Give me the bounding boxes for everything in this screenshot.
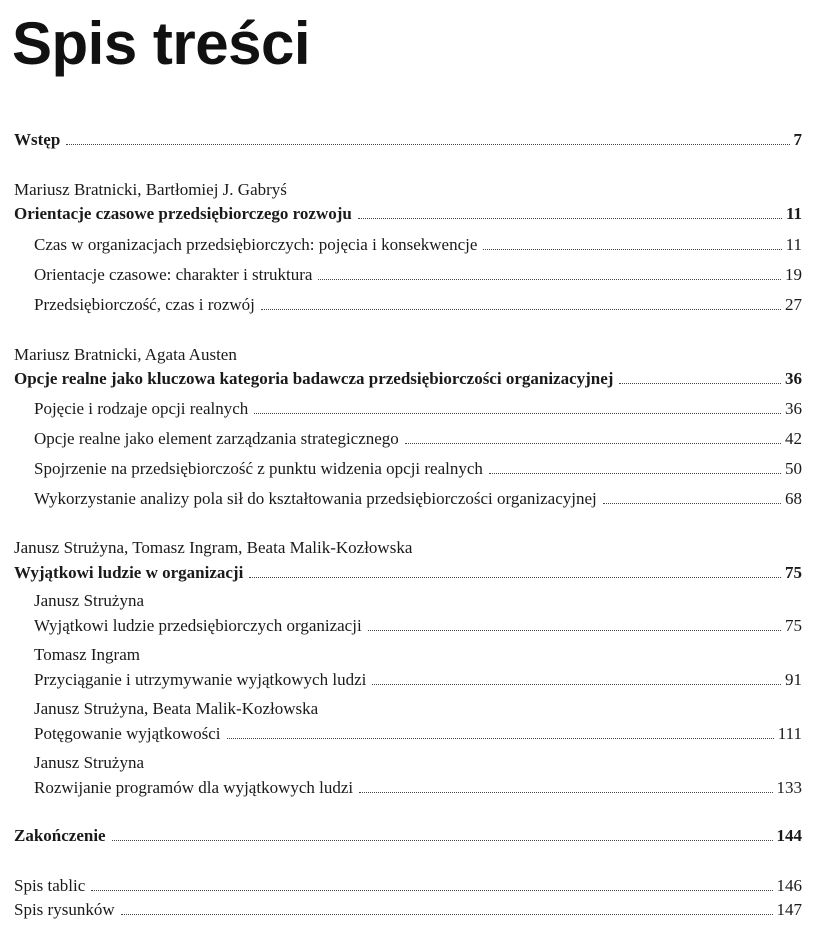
toc-page-number: 147 bbox=[776, 900, 802, 919]
toc-page-number: 36 bbox=[785, 369, 802, 388]
page-title: Spis treści bbox=[12, 10, 310, 77]
toc-entry-label: Czas w organizacjach przedsiębiorczych: pojęcia i konsekwencje bbox=[34, 235, 478, 254]
section-author: Janusz Strużyna bbox=[34, 753, 145, 772]
dot-leader bbox=[489, 472, 781, 474]
toc-page-number: 133 bbox=[776, 778, 802, 797]
toc-page-number: 111 bbox=[777, 724, 802, 743]
table-of-contents bbox=[14, 0, 802, 946]
dot-leader bbox=[249, 576, 781, 578]
toc-page-number: 27 bbox=[785, 295, 802, 314]
dot-leader bbox=[359, 791, 772, 793]
dot-leader bbox=[372, 683, 781, 685]
chapter-authors: Mariusz Bratnicki, Bartłomiej J. Gabryś bbox=[14, 180, 287, 199]
toc-entry-label: Opcje realne jako element zarządzania strategicznego bbox=[34, 429, 399, 448]
toc-entry-label: Wyjątkowi ludzie przedsiębiorczych organizacji bbox=[34, 616, 362, 635]
toc-section-entry[interactable] bbox=[34, 397, 802, 421]
toc-section-entry[interactable] bbox=[34, 233, 802, 257]
toc-chapter-title[interactable] bbox=[14, 367, 802, 391]
toc-entry-label: Wstęp bbox=[14, 130, 61, 149]
toc-entry-label: Pojęcie i rodzaje opcji realnych bbox=[34, 399, 249, 418]
toc-page-number: 36 bbox=[785, 399, 802, 418]
dot-leader bbox=[358, 217, 782, 219]
toc-page-number: 146 bbox=[776, 876, 802, 895]
toc-section-entry[interactable] bbox=[34, 776, 802, 800]
dot-leader bbox=[227, 737, 774, 739]
toc-entry-label: Spis tablic bbox=[14, 876, 86, 895]
dot-leader bbox=[368, 629, 781, 631]
toc-chapter-title[interactable] bbox=[14, 202, 802, 226]
toc-entry-label: Przedsiębiorczość, czas i rozwój bbox=[34, 295, 255, 314]
toc-entry-label: Orientacje czasowe: charakter i struktura bbox=[34, 265, 313, 284]
toc-page-number: 11 bbox=[785, 204, 802, 223]
toc-entry-label: Rozwijanie programów dla wyjątkowych ludzi bbox=[34, 778, 354, 797]
toc-page-number: 91 bbox=[785, 670, 802, 689]
toc-page-number: 42 bbox=[785, 429, 802, 448]
dot-leader bbox=[318, 278, 781, 280]
toc-section-entry[interactable] bbox=[34, 722, 802, 746]
toc-entry-label: Przyciąganie i utrzymywanie wyjątkowych ludzi bbox=[34, 670, 367, 689]
toc-section-entry[interactable] bbox=[34, 487, 802, 511]
toc-section-entry[interactable] bbox=[34, 668, 802, 692]
section-author: Janusz Strużyna, Beata Malik-Kozłowska bbox=[34, 699, 319, 718]
dot-leader bbox=[66, 143, 789, 145]
toc-entry-label: Zakończenie bbox=[14, 826, 106, 845]
dot-leader bbox=[254, 412, 781, 414]
toc-page-number: 11 bbox=[785, 235, 802, 254]
toc-page-number: 50 bbox=[785, 459, 802, 478]
toc-chapter-title[interactable] bbox=[14, 561, 802, 585]
chapter-authors: Mariusz Bratnicki, Agata Austen bbox=[14, 345, 237, 364]
dot-leader bbox=[112, 839, 773, 841]
toc-entry-label: Opcje realne jako kluczowa kategoria badawcza przedsiębiorczości organizacyjnej bbox=[14, 369, 614, 388]
dot-leader bbox=[121, 913, 773, 915]
toc-entry-label: Wykorzystanie analizy pola sił do kształtowania przedsiębiorczości organizacyjnej bbox=[34, 489, 597, 508]
dot-leader bbox=[483, 248, 781, 250]
toc-page-number: 68 bbox=[785, 489, 802, 508]
dot-leader bbox=[91, 889, 772, 891]
section-author: Janusz Strużyna bbox=[34, 591, 145, 610]
toc-entry-label: Spis rysunków bbox=[14, 900, 115, 919]
toc-page-number: 75 bbox=[785, 563, 802, 582]
toc-entry-wstep[interactable] bbox=[14, 128, 802, 152]
toc-page-number: 7 bbox=[793, 130, 802, 149]
toc-page-number: 144 bbox=[776, 826, 802, 845]
dot-leader bbox=[261, 308, 781, 310]
toc-section-entry[interactable] bbox=[34, 614, 802, 638]
toc-entry-label: Spojrzenie na przedsiębiorczość z punktu widzenia opcji realnych bbox=[34, 459, 483, 478]
toc-entry-label: Potęgowanie wyjątkowości bbox=[34, 724, 221, 743]
toc-entry-zakonczenie[interactable] bbox=[14, 824, 802, 848]
dot-leader bbox=[405, 442, 781, 444]
toc-entry-label: Wyjątkowi ludzie w organizacji bbox=[14, 563, 244, 582]
dot-leader bbox=[619, 382, 781, 384]
toc-page-number: 75 bbox=[785, 616, 802, 635]
toc-section-entry[interactable] bbox=[34, 293, 802, 317]
toc-page-number: 19 bbox=[785, 265, 802, 284]
toc-section-entry[interactable] bbox=[34, 263, 802, 287]
toc-entry-label: Orientacje czasowe przedsiębiorczego rozwoju bbox=[14, 204, 352, 223]
chapter-authors: Janusz Strużyna, Tomasz Ingram, Beata Malik-Kozłowska bbox=[14, 538, 413, 557]
toc-entry-spis-tablic[interactable] bbox=[14, 874, 802, 898]
dot-leader bbox=[603, 502, 781, 504]
toc-section-entry[interactable] bbox=[34, 457, 802, 481]
section-author: Tomasz Ingram bbox=[34, 645, 140, 664]
toc-entry-spis-rysunkow[interactable] bbox=[14, 898, 802, 922]
toc-section-entry[interactable] bbox=[34, 427, 802, 451]
